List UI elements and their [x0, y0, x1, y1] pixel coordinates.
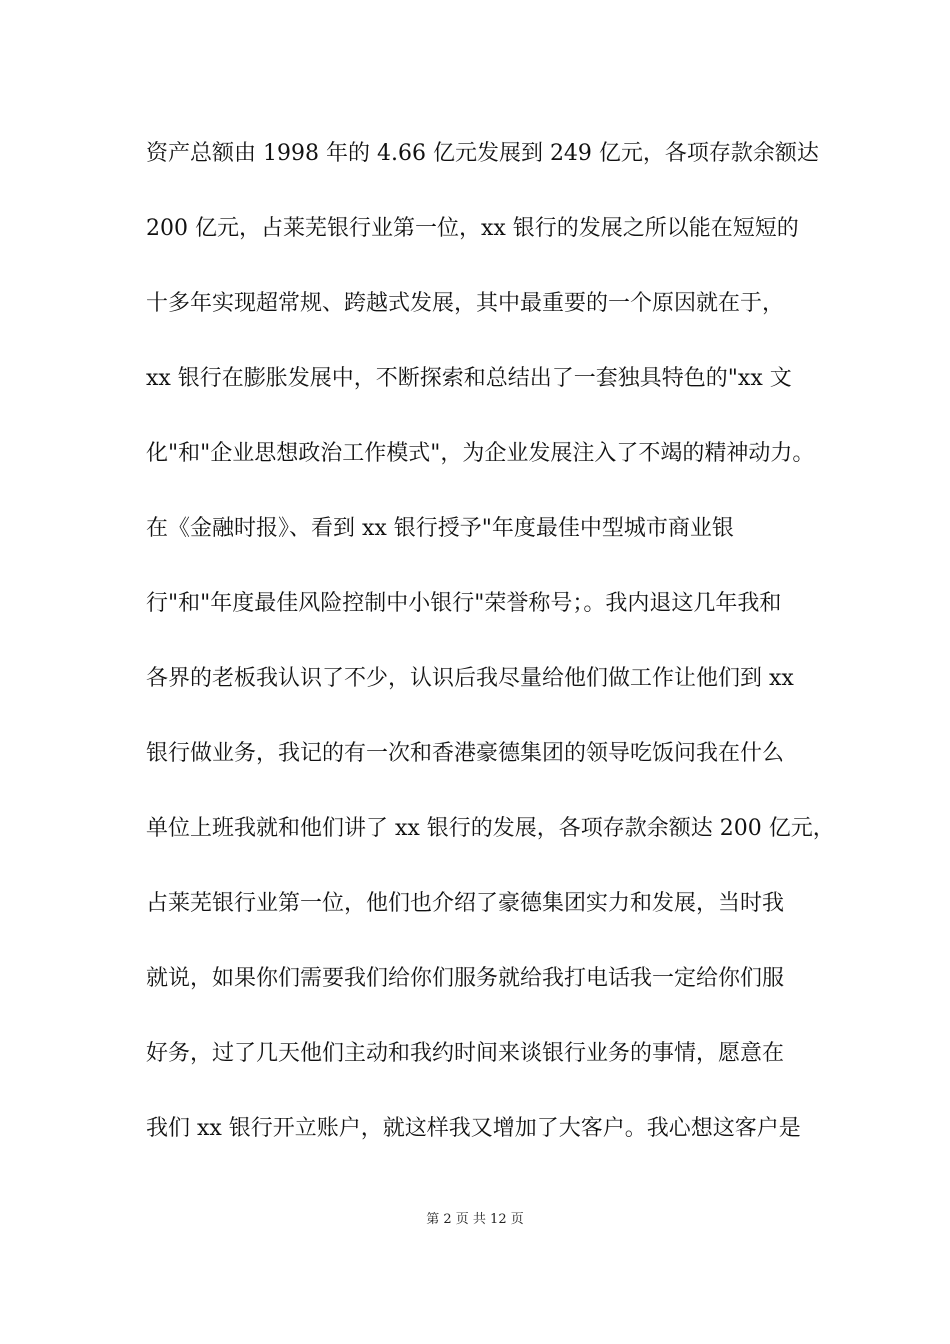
text-line-9: 银行做业务，我记的有一次和香港豪德集团的领导吃饭问我在什么	[146, 741, 785, 766]
text-line-3: 十多年实现超常规、跨越式发展，其中最重要的一个原因就在于，	[146, 291, 785, 316]
text-line-4: xx 银行在膨胀发展中，不断探索和总结出了一套独具特色的"xx 文	[146, 366, 792, 391]
page-number-footer: 第 2 页 共 12 页	[426, 1212, 524, 1227]
body-text	[146, 132, 835, 1182]
text-line-6: 在《金融时报》、看到 xx 银行授予"年度最佳中型城市商业银	[146, 516, 734, 541]
text-line-11: 占莱芜银行业第一位，他们也介绍了豪德集团实力和发展，当时我	[146, 891, 785, 916]
text-line-13: 好务，过了几天他们主动和我约时间来谈银行业务的事情，愿意在	[146, 1041, 785, 1066]
text-line-2: 200 亿元，占莱芜银行业第一位，xx 银行的发展之所以能在短短的	[146, 216, 799, 241]
text-line-1: 资产总额由 1998 年的 4.66 亿元发展到 249 亿元，各项存款余额达	[146, 141, 819, 166]
text-line-5: 化"和"企业思想政治工作模式"，为企业发展注入了不竭的精神动力。	[146, 441, 815, 466]
text-line-14: 我们 xx 银行开立账户，就这样我又增加了大客户。我心想这客户是	[146, 1116, 801, 1141]
text-line-8: 各界的老板我认识了不少，认识后我尽量给他们做工作让他们到 xx	[146, 666, 794, 691]
text-line-10: 单位上班我就和他们讲了 xx 银行的发展，各项存款余额达 200 亿元，	[146, 816, 835, 841]
text-line-7: 行"和"年度最佳风险控制中小银行"荣誉称号；。我内退这几年我和	[146, 591, 782, 616]
text-line-12: 就说，如果你们需要我们给你们服务就给我打电话我一定给你们服	[146, 966, 785, 991]
